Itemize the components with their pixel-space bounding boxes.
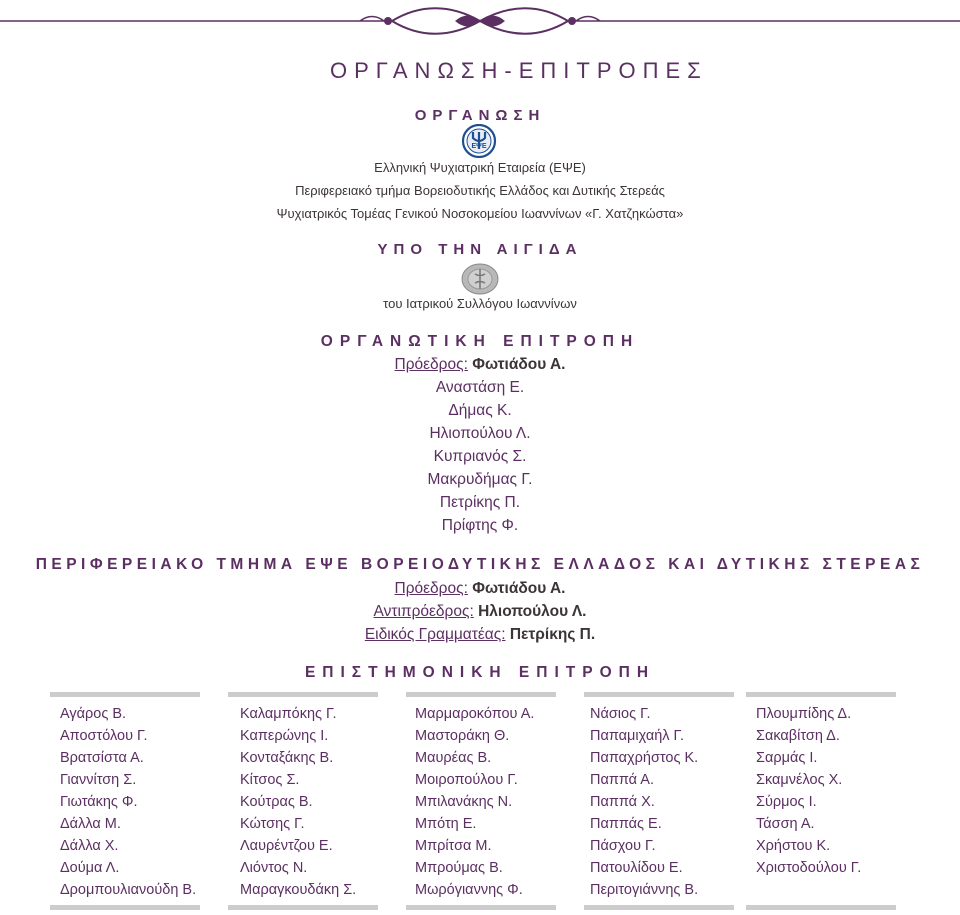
scientific-member: Δάλλα Μ. <box>60 816 121 832</box>
column-divider <box>746 905 896 910</box>
logo-text: ΕΨΕ <box>471 143 487 150</box>
committee-member: Πετρίκης Π. <box>439 494 521 511</box>
page-title: ΟΡΓΑΝΩΣΗ-ΕΠΙΤΡΟΠΕΣ <box>330 58 708 83</box>
column-divider <box>406 905 556 910</box>
scientific-member: Πλουμπίδης Δ. <box>756 706 852 722</box>
scientific-member: Μωρόγιαννης Φ. <box>415 882 523 898</box>
role-name: Ηλιοπούλου Λ. <box>478 603 587 620</box>
organization-line: Περιφερειακό τμήμα Βορειοδυτικής Ελλάδος και Δυτικής Στερεάς <box>295 183 665 198</box>
column-divider <box>584 692 734 697</box>
organizing-president <box>0 356 960 374</box>
scientific-column-1 <box>60 703 196 901</box>
organization-line: Ελληνική Ψυχιατρική Εταιρεία (ΕΨΕ) <box>374 160 586 175</box>
committee-member: Κυπριανός Σ. <box>433 448 527 465</box>
column-divider <box>228 692 378 697</box>
committee-member: Μακρυδήμας Γ. <box>427 471 533 488</box>
scientific-member: Νάσιος Γ. <box>590 706 651 722</box>
ornament-divider <box>0 0 960 44</box>
scientific-member: Παππάς Ε. <box>590 816 662 832</box>
scientific-member: Παππά Χ. <box>590 794 655 810</box>
role-label: Ειδικός Γραμματέας: <box>364 626 506 643</box>
column-divider <box>584 905 734 910</box>
scientific-member: Λιόντος Ν. <box>240 860 308 876</box>
scientific-member: Γιαννίτση Σ. <box>60 772 137 788</box>
scientific-member: Χριστοδούλου Γ. <box>756 860 862 876</box>
scientific-column-3 <box>415 703 534 901</box>
scientific-member: Μαυρέας Β. <box>415 750 492 766</box>
scientific-member: Μαστοράκη Θ. <box>415 728 510 744</box>
committee-member: Πρίφτης Φ. <box>441 517 519 534</box>
president-label: Πρόεδρος: <box>394 356 468 373</box>
organization-line: Ψυχιατρικός Τομέας Γενικού Νοσοκομείου Ιωαννίνων «Γ. Χατζηκώστα» <box>276 206 684 221</box>
scientific-member: Παππά Α. <box>590 772 654 788</box>
scientific-member: Καλαμπόκης Γ. <box>240 706 337 722</box>
organization-heading: ΟΡΓΑΝΩΣΗ <box>414 107 546 124</box>
scientific-member: Περιτογιάννης Β. <box>590 882 699 898</box>
scientific-member: Παπαχρήστος Κ. <box>590 750 699 766</box>
scientific-member: Αποστόλου Γ. <box>60 728 148 744</box>
role-name: Φωτιάδου Α. <box>472 580 566 597</box>
role-label: Πρόεδρος: <box>394 580 468 597</box>
scientific-member: Τάσση Α. <box>756 816 815 832</box>
scientific-member: Μοιροπούλου Γ. <box>415 772 518 788</box>
scientific-member: Λαυρέντζου Ε. <box>240 838 333 854</box>
scientific-member: Σύρμος Ι. <box>756 794 817 810</box>
scientific-member: Σαρμάς Ι. <box>756 750 818 766</box>
scientific-member: Γιωτάκης Φ. <box>60 794 138 810</box>
scientific-member: Πατουλίδου Ε. <box>590 860 683 876</box>
auspices-line: του Ιατρικού Συλλόγου Ιωαννίνων <box>383 296 577 311</box>
regional-section-heading: ΠΕΡΙΦΕΡΕΙΑΚΟ ΤΜΗΜΑ ΕΨΕ ΒΟΡΕΙΟΔΥΤΙΚΗΣ ΕΛΛΑΔΟΣ ΚΑΙ ΔΥΤΙΚΗΣ ΣΤΕΡΕΑΣ <box>35 556 925 573</box>
scientific-member: Μπρίτσα Μ. <box>415 838 492 854</box>
scientific-member: Δάλλα Χ. <box>60 838 119 854</box>
scientific-member: Κούτρας Β. <box>240 794 313 810</box>
scientific-member: Κονταξάκης Β. <box>240 750 334 766</box>
auspices-heading: ΥΠΟ ΤΗΝ ΑΙΓΙΔΑ <box>377 241 583 258</box>
scientific-member: Μπρούμας Β. <box>415 860 503 876</box>
regional-role <box>0 603 960 621</box>
organizing-committee-heading: ΟΡΓΑΝΩΤΙΚΗ ΕΠΙΤΡΟΠΗ <box>320 333 640 350</box>
scientific-member: Σακαβίτση Δ. <box>756 728 840 744</box>
committee-member: Δήμας Κ. <box>448 402 512 419</box>
scientific-member: Κώτσης Γ. <box>240 816 305 832</box>
medical-association-seal <box>460 263 500 295</box>
scientific-member: Παπαμιχαήλ Γ. <box>590 728 684 744</box>
column-divider <box>746 692 896 697</box>
scientific-member: Μπιλανάκης Ν. <box>415 794 513 810</box>
column-divider <box>228 905 378 910</box>
regional-role <box>0 580 960 598</box>
president-name: Φωτιάδου Α. <box>472 356 566 373</box>
scientific-member: Μαραγκουδάκη Σ. <box>240 882 357 898</box>
scientific-member: Σκαμνέλος Χ. <box>756 772 843 788</box>
column-divider <box>50 905 200 910</box>
scientific-member: Καπερώνης Ι. <box>240 728 329 744</box>
scientific-member: Αγάρος Β. <box>60 706 127 722</box>
scientific-committee-heading: ΕΠΙΣΤΗΜΟΝΙΚΗ ΕΠΙΤΡΟΠΗ <box>304 664 656 681</box>
committee-member: Ηλιοπούλου Λ. <box>429 425 531 442</box>
scientific-member: Βρατσίστα Α. <box>60 750 144 766</box>
epe-logo <box>460 124 498 158</box>
scientific-member: Δρομπουλιανούδη Β. <box>60 882 197 898</box>
scientific-column-2 <box>240 703 356 901</box>
scientific-member: Πάσχου Γ. <box>590 838 656 854</box>
column-divider <box>406 692 556 697</box>
scientific-member: Κίτσος Σ. <box>240 772 300 788</box>
scientific-member: Δούμα Λ. <box>60 860 120 876</box>
scientific-member: Μπότη Ε. <box>415 816 477 832</box>
role-name: Πετρίκης Π. <box>509 626 596 643</box>
role-label: Αντιπρόεδρος: <box>373 603 474 620</box>
regional-role <box>0 626 960 644</box>
scientific-column-4 <box>590 703 698 901</box>
scientific-member: Μαρμαροκόπου Α. <box>415 706 535 722</box>
scientific-column-5 <box>756 703 861 879</box>
column-divider <box>50 692 200 697</box>
committee-member: Αναστάση Ε. <box>435 379 525 396</box>
scientific-member: Χρήστου Κ. <box>756 838 831 854</box>
